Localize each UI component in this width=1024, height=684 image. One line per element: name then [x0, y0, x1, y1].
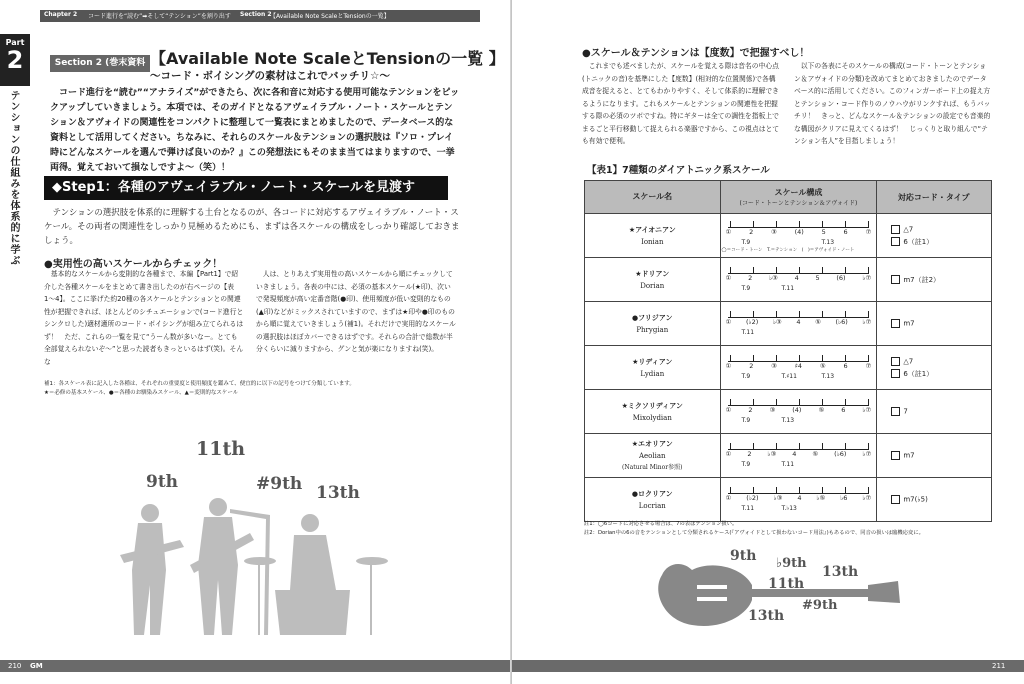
degree: 2 — [749, 361, 754, 370]
deco-right-13th-b: 13th — [748, 608, 785, 624]
deco-right-flat9th: ♭9th — [776, 556, 807, 571]
degree-diagram — [722, 485, 876, 515]
tension-label: T.13 — [821, 372, 835, 380]
chord-type-item — [891, 319, 990, 328]
scale-latin-name: Locrian — [638, 501, 666, 510]
degree: ③ — [769, 405, 776, 414]
tension-label: T.11 — [741, 328, 755, 336]
degree-tick — [799, 399, 800, 405]
scale-name: ★エオリアン — [631, 439, 673, 448]
checkbox[interactable] — [891, 495, 900, 504]
right-page-number: 211 — [992, 662, 1006, 670]
page-title: 【Available Note ScaleとTensionの一覧 】 — [150, 49, 505, 68]
degree-tick — [822, 267, 823, 273]
degree-diagram — [722, 441, 876, 471]
degree-list — [726, 228, 872, 236]
chord-type-item — [891, 357, 990, 366]
degree: ⑦ — [865, 227, 872, 236]
chord-type-item — [891, 225, 990, 234]
scale-name: ★アイオニアン — [628, 225, 676, 234]
scale-name-cell — [585, 214, 721, 258]
scale-table — [584, 180, 992, 522]
degree-tick — [776, 311, 777, 317]
chord-type: m7(♭5) — [903, 495, 928, 504]
scale-structure-cell — [720, 390, 877, 434]
degree: ⑤ — [819, 361, 826, 370]
table-row — [585, 258, 992, 302]
degree: ① — [725, 273, 732, 282]
table-note-2: 註2：Dorian中の6の音をテンションとして分類されるケース(『アヴォイドとして扱わないコード用法』)もあるので、同音の扱いは臨機応変に。 — [584, 530, 924, 536]
degree: 6 — [843, 361, 848, 370]
chord-type-cell — [877, 214, 992, 258]
right-page — [512, 0, 1024, 684]
checkbox[interactable] — [891, 319, 900, 328]
section-tag: Section 2 (巻末資料2) — [50, 55, 150, 72]
degree-list — [726, 362, 872, 370]
degree-tick — [730, 267, 731, 273]
right-column-1: これまでも述べましたが、スケールを覚える際は音名の中心点(トニックの音)を基準にした【度数】(相対的な位置関係)で各構成音を捉えると、とてもわかりやすく、そして体系的に理解できるようになります。これもスケールとテンションの関連性を把握する際の必須のツボですね。特にギターは全ての調性を指板上でまるごと平行移動して捉えられる楽器ですから、この視点はとても有効で便利。 — [582, 62, 780, 145]
degree-tick — [845, 311, 846, 317]
degree-tick — [868, 399, 869, 405]
table-row — [585, 434, 992, 478]
degree-tick — [730, 311, 731, 317]
chord-type: m7 — [903, 451, 915, 460]
page-subtitle: ～コード・ボイシングの素材はこれでバッチリ☆～ — [150, 70, 390, 82]
degree-tick — [868, 267, 869, 273]
degree-list — [726, 406, 872, 414]
chord-type: 7 — [903, 407, 908, 416]
checkbox[interactable] — [891, 237, 900, 246]
degree: (4) — [792, 405, 802, 414]
degree: ♭⑦ — [862, 449, 872, 458]
scale-structure-cell — [720, 434, 877, 478]
degree: 4 — [792, 449, 797, 458]
degree-tick — [845, 221, 846, 227]
subheading: ●実用性の高いスケールからチェック！ — [44, 259, 223, 270]
degree-tick — [730, 221, 731, 227]
checkbox[interactable] — [891, 357, 900, 366]
degree: 2 — [747, 449, 752, 458]
chord-type: △7 — [903, 357, 914, 365]
table-row — [585, 214, 992, 258]
deco-right-sharp9th: #9th — [802, 598, 838, 613]
degree: (6) — [836, 273, 846, 282]
section-label: Section 2 — [240, 11, 272, 18]
scale-structure-cell — [720, 214, 877, 258]
degree-tick — [822, 355, 823, 361]
scale-name: ★リディアン — [632, 357, 673, 366]
degree-tick — [845, 355, 846, 361]
tension-label: T.♭13 — [781, 504, 797, 512]
degree: 2 — [749, 227, 754, 236]
table-note-1: 註1：◯6コードに対応させる場合は、7の表はテンション扱い。 — [584, 521, 738, 527]
degree: (♭2) — [745, 317, 759, 326]
tension-label: T.13 — [821, 238, 835, 246]
footnote-2: ★＝必修の基本スケール、●＝各種のお馴染みスケール、▲＝変則的なスケール — [44, 390, 239, 396]
chord-type-cell — [877, 390, 992, 434]
degree-tick — [753, 221, 754, 227]
degree-tick — [822, 221, 823, 227]
chord-type-item — [891, 495, 990, 504]
chord-type-cell — [877, 302, 992, 346]
degree-diagram — [722, 219, 876, 249]
degree: ⑤ — [812, 449, 819, 458]
degree: ① — [725, 361, 732, 370]
scale-name-cell — [585, 302, 721, 346]
scale-latin-name: Phrygian — [636, 325, 669, 334]
chord-type-cell — [877, 258, 992, 302]
degree: ♭③ — [772, 317, 782, 326]
section-title: 【Available Note ScaleとTensionの一覧】 — [270, 13, 390, 20]
degree: (♭6) — [835, 317, 848, 326]
degree: ♭③ — [767, 449, 777, 458]
tension-label: T.9 — [741, 372, 751, 380]
degree-diagram — [722, 397, 876, 427]
degree: (♭2) — [746, 493, 759, 502]
deco-13th: 13th — [316, 483, 360, 503]
checkbox[interactable] — [891, 407, 900, 416]
left-page-number: 210 — [8, 662, 22, 670]
scale-structure-cell — [720, 258, 877, 302]
tension-label: T.9 — [741, 416, 751, 424]
footnote-1: 補1：各スケール表に記入した各種は、それぞれの重要度と使用頻度を鑑みて、便宜的に以下の記号をつけて分類しています。 — [44, 381, 355, 387]
degree-tick — [799, 443, 800, 449]
degree-tick — [845, 487, 846, 493]
degree: ♭③ — [773, 493, 783, 502]
degree: (4) — [794, 227, 804, 236]
degree-tick — [730, 443, 731, 449]
checkbox[interactable] — [891, 369, 900, 378]
col-header-structure-sub: (コード・トーンとテンション＆アヴォイド) — [739, 200, 858, 207]
deco-right-11th: 11th — [768, 576, 805, 592]
degree: ♯4 — [794, 361, 803, 370]
degree-tick — [799, 311, 800, 317]
checkbox[interactable] — [891, 225, 900, 234]
degree-tick — [868, 487, 869, 493]
degree-diagram — [722, 309, 876, 339]
degree-tick — [753, 355, 754, 361]
degree-tick — [799, 267, 800, 273]
degree-tick — [868, 355, 869, 361]
scale-structure-cell — [720, 346, 877, 390]
degree: ① — [725, 493, 732, 502]
table-header-row — [585, 181, 992, 214]
col-header-scale-structure — [720, 181, 877, 214]
degree: (♭6) — [834, 449, 847, 458]
degree: ③ — [771, 227, 777, 236]
degree-list — [726, 450, 872, 458]
chord-type-item — [891, 407, 990, 416]
part-number: 2 — [6, 46, 24, 74]
scale-latin-name: Lydian — [640, 369, 665, 378]
chord-type-item — [891, 369, 990, 379]
degree: 5 — [821, 227, 826, 236]
scale-name: ●フリジアン — [631, 313, 673, 322]
band-silhouette-image — [110, 495, 400, 635]
degree: ① — [725, 405, 732, 414]
table-row — [585, 390, 992, 434]
degree-tick — [799, 221, 800, 227]
scale-name-cell — [585, 390, 721, 434]
tension-label: T.11 — [781, 460, 795, 468]
deco-right-13th-a: 13th — [822, 564, 859, 580]
degree-tick — [822, 399, 823, 405]
degree: ⑤ — [815, 317, 821, 326]
degree: ♭⑤ — [816, 493, 826, 502]
scale-latin-name: Mixolydian — [632, 413, 672, 422]
part-side-title: テンションの仕組みを体系的に学ぶ — [8, 90, 19, 266]
scale-name: ★ドリアン — [635, 269, 670, 278]
chord-type: 6（註1） — [903, 237, 934, 246]
degree-tick — [753, 267, 754, 273]
chord-type: m7（註2） — [903, 275, 941, 284]
degree: ♭⑦ — [862, 493, 872, 502]
scale-name: ★ミクソリディアン — [621, 401, 683, 410]
degree-tick — [753, 311, 754, 317]
chord-type-item — [891, 275, 990, 285]
scale-latin-name: Dorian — [640, 281, 665, 290]
degree: 2 — [748, 273, 753, 282]
footer-bar-left — [0, 660, 512, 672]
scale-name-cell — [585, 478, 721, 522]
degree-list — [726, 274, 872, 282]
degree-tick — [845, 443, 846, 449]
degree: 5 — [815, 273, 820, 282]
scale-name-cell — [585, 258, 721, 302]
degree-tick — [753, 487, 754, 493]
right-heading: ●スケール＆テンションは【度数】で把握すべし！ — [582, 48, 810, 59]
degree: ⑤ — [818, 405, 825, 414]
structure-legend: ◯＝コード・トーン T.＝テンション ( )＝アヴォイド・ノート — [721, 247, 855, 253]
tension-label: T.11 — [741, 504, 755, 512]
chord-type: 6（註1） — [903, 369, 934, 378]
chord-type-item — [891, 237, 990, 247]
table-notes — [584, 520, 1004, 538]
degree-tick — [868, 221, 869, 227]
degree-tick — [776, 221, 777, 227]
degree-tick — [845, 267, 846, 273]
degree-tick — [776, 443, 777, 449]
degree-tick — [868, 311, 869, 317]
degree: 2 — [748, 405, 753, 414]
degree-tick — [730, 355, 731, 361]
degree-tick — [730, 399, 731, 405]
deco-right-9th: 9th — [730, 548, 757, 564]
chord-type: m7 — [903, 319, 915, 328]
chord-type: △7 — [903, 225, 914, 233]
degree: ⑦ — [865, 361, 872, 370]
part-label: Part — [5, 38, 25, 47]
tension-label: T.13 — [781, 416, 795, 424]
degree-tick — [753, 443, 754, 449]
degree-tick — [776, 267, 777, 273]
checkbox[interactable] — [891, 275, 900, 284]
right-column-2: 以下の各表にそのスケールの構成(コード・トーンとテンション＆アヴォイドの分類)を改めてまとめておきましたのでデータベース的に活用してください。このフィンガーボード上の捉え方とテンション・コード作りのノウハウがリンクすれば、もうバッチリ！ きっと、どんなスケール＆テンションの設定でも音楽的な構図がクリアに見えてくるはず！ じっくりと取り組んで“テンション名人”を目指しましょう！ — [794, 62, 991, 145]
degree-tick — [753, 399, 754, 405]
tension-label: T.♯11 — [781, 372, 797, 380]
table-row — [585, 346, 992, 390]
degree-tick — [776, 355, 777, 361]
degree-tick — [822, 311, 823, 317]
degree: 4 — [794, 273, 799, 282]
degree: 6 — [843, 227, 848, 236]
scale-name-cell — [585, 434, 721, 478]
degree-tick — [799, 487, 800, 493]
scale-name-cell — [585, 346, 721, 390]
scale-structure-cell — [720, 302, 877, 346]
degree-tick — [868, 443, 869, 449]
scale-structure-cell — [720, 478, 877, 522]
degree-tick — [799, 355, 800, 361]
degree: 4 — [796, 317, 801, 326]
degree: ♭⑦ — [862, 273, 872, 282]
col-header-structure-label: スケール構成 — [774, 188, 823, 197]
degree: ① — [725, 449, 732, 458]
degree: ♭⑦ — [862, 317, 872, 326]
tension-label: T.9 — [741, 238, 751, 246]
degree-tick — [776, 399, 777, 405]
chord-type-item — [891, 451, 990, 460]
degree-tick — [776, 487, 777, 493]
degree-diagram — [722, 265, 876, 295]
table-row — [585, 478, 992, 522]
degree: ♭6 — [840, 493, 848, 502]
intro-paragraph: コード進行を“読む”“アナライズ”ができたら、次に各和音に対応する使用可能なテンションをピックアップしていきましょう。本項では、そのガイドとなるアヴェイラブル・ノート・スケールとテンション＆アヴォイドの関連性をコンパクトに整理して一覧表にまとめましたので、データベース的な資料として活用してください。ちなみに、それらのスケール＆テンションの選択肢は『ソロ・プレイ時にどんなスケールを選んで弾けば良いのか？』この発想法にもそのまま当てはまりますので、一挙両得。覚えておいて損なしですよ〜（笑）！ — [50, 88, 460, 173]
degree: 6 — [841, 405, 846, 414]
scale-latin-name: Ionian — [641, 237, 664, 246]
degree-list — [726, 318, 872, 326]
col-header-chord-type: 対応コード・タイプ — [877, 181, 992, 214]
body-column-2: 人は、とりあえず実用性の高いスケールから順にチェックしていきましょう。各表の中には、必須の基本スケール(★印)、次いで発現頻度が高い定番音階(●印)、使用頻度が低い変則的なもの(▲印)などがミックスされていますので、まずは★印や●印のものから順に覚えていきましょう(補1)。それだけで実用的なスケールの選択肢はほぼカバーできるはずです。それらの合計で総数が半分くらいに減りますから、グンと気が楽になりますね(笑)。 — [256, 270, 456, 353]
footnotes — [44, 380, 464, 398]
degree: ③ — [771, 361, 777, 370]
deco-11th: 11th — [196, 438, 246, 460]
magazine-brand: GM — [30, 662, 43, 670]
degree: ♭③ — [768, 273, 778, 282]
degree: ♭⑦ — [862, 405, 872, 414]
tension-label: T.9 — [741, 284, 751, 292]
scale-latin-name: Aeolian — [638, 451, 666, 460]
deco-sharp9th: #9th — [256, 474, 303, 494]
chapter-label: Chapter 2 — [44, 11, 78, 18]
step-paragraph: テンションの選択肢を体系的に理解する土台となるのが、各コードに対応するアヴェイラブル・ノート・スケール。その両者の関連性をしっかり見極めるためにも、まずは各スケールの構成をしっかり確認しておきましょう。 — [44, 208, 460, 246]
chapter-title: コード進行を“読む”➡そして“テンション”を割り出す — [88, 13, 231, 20]
degree-diagram — [722, 353, 876, 383]
part-tab — [0, 34, 30, 86]
degree-tick — [845, 399, 846, 405]
tension-label: T.9 — [741, 460, 751, 468]
body-column-1: 基本的なスケールから変則的な各種まで、本編【Part1】で紹介した各種スケールをまとめて書き出したのが右ページの【表1〜4】。ここに挙げた約20種の各スケールとテンションとの関連性が把握できれば、ほとんどのシチュエーションで(コード進行とシンクロした)適材適所のコード・ボイシングが組み立てられるはず！ ただ、これらの一覧を見て“うーん数が多いなー。とても全部覚えられないぞ〜”と思った読者もきっといるはず(笑)。そんな — [44, 270, 244, 366]
footer-bar-right — [512, 660, 1024, 672]
deco-9th: 9th — [146, 472, 179, 492]
degree: 4 — [797, 493, 802, 502]
degree-tick — [822, 487, 823, 493]
scale-sub-name: (Natural Minor参照) — [622, 463, 683, 471]
step-heading: ◆Step1：各種のアヴェイラブル・ノート・スケールを見渡す — [44, 176, 448, 200]
chord-type-cell — [877, 346, 992, 390]
scale-name: ●ロクリアン — [631, 489, 673, 498]
col-header-scale-name: スケール名 — [585, 181, 721, 214]
table-title: 【表1】7種類のダイアトニック系スケール — [587, 165, 770, 176]
chord-type-cell — [877, 434, 992, 478]
degree-list — [726, 494, 872, 502]
degree: ① — [725, 317, 732, 326]
degree-tick — [822, 443, 823, 449]
chord-type-cell — [877, 478, 992, 522]
degree: ① — [725, 227, 732, 236]
table-row — [585, 302, 992, 346]
checkbox[interactable] — [891, 451, 900, 460]
tension-label: T.11 — [781, 284, 795, 292]
degree-tick — [730, 487, 731, 493]
